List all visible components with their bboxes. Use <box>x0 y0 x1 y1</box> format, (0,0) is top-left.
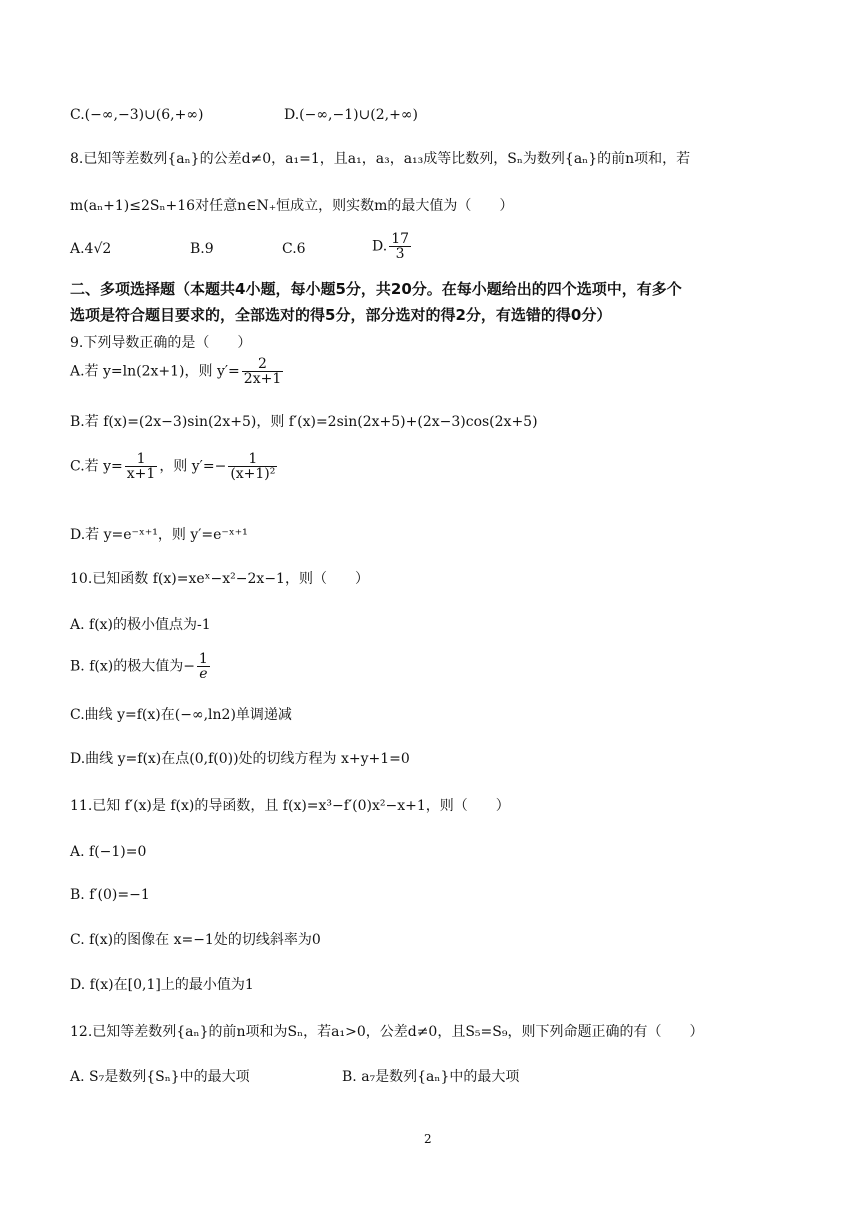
section-heading-line1: 二、多项选择题（本题共4小题，每小题5分，共20分。在每小题给出的四个选项中，有多个 <box>70 280 682 298</box>
q8-option-d-fraction <box>389 232 411 261</box>
q9-option-c-fraction-1 <box>125 452 158 481</box>
q12-stem: 12.已知等差数列{aₙ}的前n项和为Sₙ，若a₁>0，公差d≠0，且S₅=S₉，则下列命题正确的有（ ） <box>70 1024 704 1040</box>
q10-option-b-fraction <box>197 652 210 681</box>
q9-option-c-fraction-2 <box>228 452 277 481</box>
fraction-denominator: 2x+1 <box>243 371 282 387</box>
q7-option-d: D.(−∞,−1)∪(2,+∞) <box>284 107 418 123</box>
q10-option-b-prefix: B. f(x)的极大值为− <box>70 658 195 675</box>
q9-stem: 9.下列导数正确的是（ ） <box>70 335 252 351</box>
q8-stem-line2: m(aₙ+1)≤2Sₙ+16对任意n∈N₊恒成立，则实数m的最大值为（ ） <box>70 198 514 214</box>
q7-option-c: C.(−∞,−3)∪(6,+∞) <box>70 107 204 123</box>
q9-option-b: B.若 f(x)=(2x−3)sin(2x+5)，则 f′(x)=2sin(2x+5)+(2x−3)cos(2x+5) <box>70 414 538 430</box>
q9-option-c-mid: ，则 y′=− <box>159 458 227 475</box>
q9-option-a-prefix: A.若 y=ln(2x+1)，则 y′= <box>70 363 240 380</box>
q8-option-b: B.9 <box>190 241 214 257</box>
q10-option-c: C.曲线 y=f(x)在(−∞,ln2)单调递减 <box>70 707 292 723</box>
fraction-numerator: 1 <box>248 451 258 467</box>
q8-stem-line1: 8.已知等差数列{aₙ}的公差d≠0，a₁=1，且a₁，a₃，a₁₃成等比数列，Sₙ为数列{aₙ}的前n项和，若 <box>70 151 691 167</box>
fraction-numerator: 1 <box>198 651 208 667</box>
page-number: 2 <box>424 1132 432 1146</box>
q11-option-d: D. f(x)在[0,1]上的最小值为1 <box>70 977 254 993</box>
q11-option-a: A. f(−1)=0 <box>70 844 147 860</box>
q9-option-c-prefix: C.若 y= <box>70 458 123 475</box>
q10-option-d: D.曲线 y=f(x)在点(0,f(0))处的切线方程为 x+y+1=0 <box>70 751 410 767</box>
fraction-numerator: 1 <box>136 451 146 467</box>
fraction-numerator: 2 <box>258 356 267 372</box>
q9-option-a <box>70 357 285 386</box>
q8-option-a: A.4√2 <box>70 241 112 257</box>
fraction-denominator: x+1 <box>126 466 156 482</box>
section-heading-line2: 选项是符合题目要求的，全部选对的得5分，部分选对的得2分，有选错的得0分） <box>70 306 612 324</box>
q8-option-d-prefix: D. <box>372 238 388 255</box>
fraction-denominator: (x+1)² <box>230 466 276 482</box>
q10-option-b <box>70 652 212 681</box>
q10-stem: 10.已知函数 f(x)=xeˣ−x²−2x−1，则（ ） <box>70 571 369 587</box>
q11-option-b: B. f′(0)=−1 <box>70 887 150 903</box>
q8-option-c: C.6 <box>282 241 306 257</box>
q12-option-b: B. a₇是数列{aₙ}中的最大项 <box>342 1069 520 1085</box>
fraction-denominator: e <box>197 666 210 681</box>
fraction-denominator: 3 <box>389 246 411 261</box>
q9-option-d: D.若 y=e⁻ˣ⁺¹，则 y′=e⁻ˣ⁺¹ <box>70 527 248 543</box>
q8-option-d <box>372 232 413 261</box>
q11-stem: 11.已知 f′(x)是 f(x)的导函数，且 f(x)=x³−f′(0)x²−x+1，则（ ） <box>70 798 510 814</box>
q10-option-a: A. f(x)的极小值点为-1 <box>70 617 211 633</box>
q12-option-a: A. S₇是数列{Sₙ}中的最大项 <box>70 1069 250 1085</box>
fraction-numerator: 17 <box>391 231 410 247</box>
q9-option-c <box>70 452 279 481</box>
q11-option-c: C. f(x)的图像在 x=−1处的切线斜率为0 <box>70 932 321 948</box>
q9-option-a-fraction <box>242 357 283 386</box>
